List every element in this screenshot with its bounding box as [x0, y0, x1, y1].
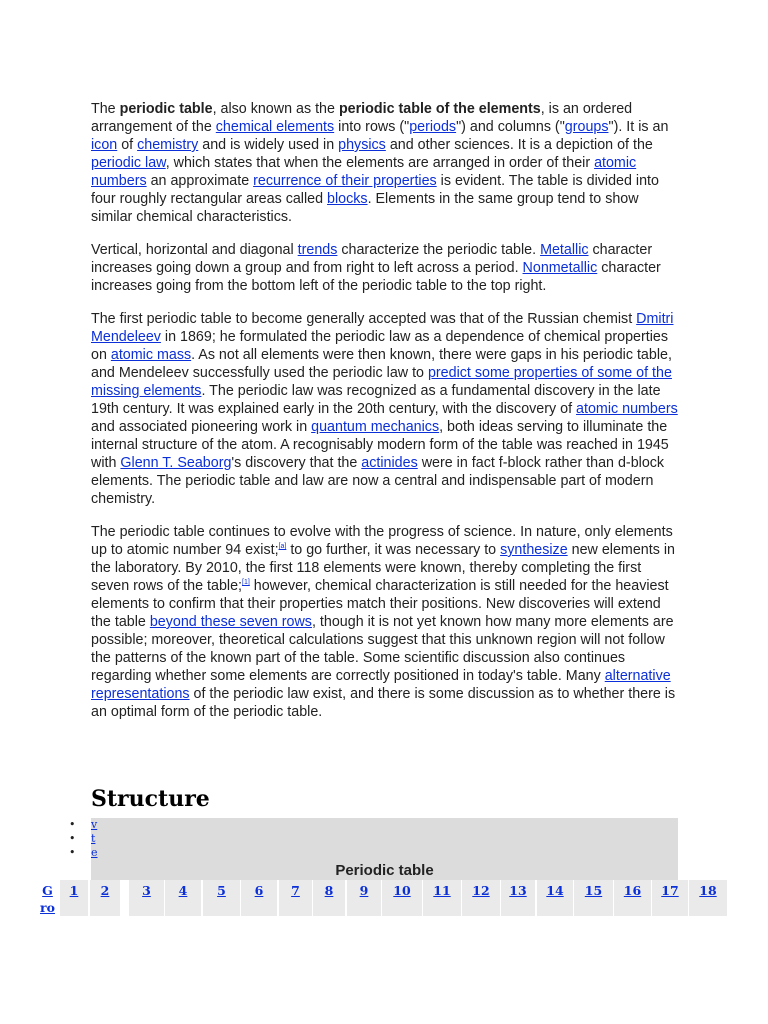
link-trends[interactable]: trends — [297, 242, 338, 258]
text: character increases going down a group and from right to left across a period. — [91, 242, 653, 276]
group-header-row — [36, 880, 728, 916]
text: character increases going from the bottom left of the periodic table to the top right. — [91, 260, 661, 294]
text: , also known as the — [212, 101, 339, 117]
link-predict-missing-elements[interactable]: predict some properties of some of the missing elements — [91, 365, 672, 399]
group-link-12[interactable]: 12 — [472, 883, 490, 898]
text: new elements in the laboratory. By 2010, the first 118 elements were known, thereby completing the first seven rows of the table; — [91, 542, 675, 594]
periodic-table-caption: Periodic table — [335, 862, 434, 879]
group-link-11[interactable]: 11 — [433, 883, 451, 898]
text: characterize the periodic table. — [337, 242, 541, 258]
group-header-label-line2: ro — [40, 900, 55, 915]
navbox-link-item — [69, 846, 98, 860]
navbox-links — [69, 818, 98, 860]
trends-paragraph — [91, 241, 681, 295]
text: and is widely used in — [198, 137, 339, 153]
link-chemical-elements[interactable]: chemical elements — [215, 119, 335, 135]
bullet-icon: • — [69, 832, 76, 845]
link-periodic-law[interactable]: periodic law — [91, 155, 166, 171]
view-link[interactable]: v — [91, 818, 98, 831]
text: The periodic table continues to evolve with the progress of science. In nature, only elements up to atomic number 94 exist; — [91, 524, 673, 558]
text: of — [117, 137, 138, 153]
text: into rows (" — [334, 119, 410, 135]
group-link-14[interactable]: 14 — [546, 883, 564, 898]
group-cell-17 — [652, 880, 688, 916]
text: , which states that when the elements are arranged in order of their — [165, 155, 595, 171]
text: of the periodic law exist, and there is some discussion as to whether there is an optimal form of the periodic table. — [91, 686, 676, 720]
text: The — [91, 101, 120, 117]
link-periods[interactable]: periods — [409, 119, 457, 135]
group-link-2[interactable]: 2 — [100, 883, 110, 898]
bold-term: periodic table — [119, 101, 213, 117]
link-alternative-representations[interactable]: alternative representations — [91, 668, 671, 702]
group-link-4[interactable]: 4 — [178, 883, 188, 898]
group-cell-15 — [574, 880, 613, 916]
link-chemistry[interactable]: chemistry — [137, 137, 199, 153]
text: , though it is not yet known how many more elements are possible; moreover, theoretical calculations suggest that this unknown region will not follow the patterns of the known part of the table. Some scientific discussion also continues regarding whether some elements are correctly positioned in today's table. Many — [91, 614, 674, 684]
group-cell-4 — [165, 880, 201, 916]
text: and associated pioneering work in — [91, 419, 312, 435]
text: 's discovery that the — [231, 455, 362, 471]
text: an approximate — [146, 173, 254, 189]
text: "). It is an — [608, 119, 669, 135]
group-link-16[interactable]: 16 — [623, 883, 642, 898]
periodic-table-navbox — [69, 818, 678, 880]
article-body — [91, 100, 681, 736]
link-nonmetallic[interactable]: Nonmetallic — [522, 260, 598, 276]
text: , both ideas serving to illuminate the internal structure of the atom. A recognisably modern form of the table was reached in 1945 with — [91, 419, 669, 471]
evolution-paragraph — [91, 523, 681, 721]
link-atomic-mass[interactable]: atomic mass — [110, 347, 192, 363]
link-physics[interactable]: physics — [338, 137, 386, 153]
navbox-link-item — [69, 832, 98, 846]
group-cell-5 — [203, 880, 240, 916]
group-cell-3 — [129, 880, 164, 916]
link-metallic[interactable]: Metallic — [540, 242, 589, 258]
navbox-link-item — [69, 818, 98, 832]
link-dmitri-mendeleev[interactable]: Dmitri Mendeleev — [91, 311, 674, 345]
group-header-label-cell — [36, 880, 59, 916]
group-cell-2 — [90, 880, 120, 916]
group-cell-12 — [462, 880, 500, 916]
text: to go further, it was necessary to — [286, 542, 501, 558]
link-blocks[interactable]: blocks — [327, 191, 368, 207]
group-cell-6 — [241, 880, 277, 916]
footnote-a[interactable]: [a] — [278, 543, 287, 550]
group-link-18[interactable]: 18 — [699, 883, 717, 898]
link-icon[interactable]: icon — [91, 137, 118, 153]
group-header-label-line1: G — [42, 883, 53, 898]
group-link-8[interactable]: 8 — [324, 883, 334, 898]
link-atomic-numbers[interactable]: atomic numbers — [91, 155, 637, 189]
link-recurrence-of-properties[interactable]: recurrence of their properties — [253, 173, 437, 189]
group-cell-8 — [313, 880, 345, 916]
group-cell-10 — [382, 880, 422, 916]
edit-link[interactable]: e — [91, 846, 98, 859]
talk-link[interactable]: t — [91, 832, 96, 845]
group-cell-7 — [279, 880, 312, 916]
group-link-6[interactable]: 6 — [254, 883, 264, 898]
group-link-10[interactable]: 10 — [393, 883, 411, 898]
text: Vertical, horizontal and diagonal — [91, 242, 298, 258]
group-link-13[interactable]: 13 — [509, 883, 527, 898]
section-heading-structure: Structure — [91, 786, 210, 812]
link-quantum-mechanics[interactable]: quantum mechanics — [311, 419, 440, 435]
text: is evident. The table is divided into four roughly rectangular areas called — [91, 173, 659, 207]
group-link-9[interactable]: 9 — [359, 883, 369, 898]
bold-term: periodic table of the elements — [338, 101, 541, 117]
group-link-1[interactable]: 1 — [69, 883, 79, 898]
link-synthesize[interactable]: synthesize — [500, 542, 568, 558]
footnote-1[interactable]: [1] — [242, 579, 250, 586]
link-glenn-seaborg[interactable]: Glenn T. Seaborg — [120, 455, 232, 471]
history-paragraph — [91, 310, 681, 508]
bullet-icon: • — [69, 818, 76, 831]
group-link-3[interactable]: 3 — [142, 883, 151, 898]
text: The first periodic table to become generally accepted was that of the Russian chemist — [91, 311, 637, 327]
link-atomic-numbers[interactable]: atomic numbers — [576, 401, 678, 417]
text: . As not all elements were then known, there were gaps in his periodic table, and Mendeleev successfully used the periodic law to — [91, 347, 672, 381]
group-cell-11 — [423, 880, 461, 916]
intro-paragraph — [91, 100, 681, 226]
group-link-15[interactable]: 15 — [584, 883, 603, 898]
group-cell-13 — [501, 880, 535, 916]
text: . The periodic law was recognized as a fundamental discovery in the late 19th century. It was explained early in the 20th century, with the discovery of — [91, 383, 661, 417]
link-actinides[interactable]: actinides — [361, 455, 418, 471]
text: however, chemical characterization is still needed for the heaviest elements to confirm that their properties match their positions. New discoveries will extend the table — [91, 578, 669, 630]
group-cell-1 — [60, 880, 88, 916]
group-cell-16 — [614, 880, 651, 916]
text: and other sciences. It is a depiction of the — [385, 137, 653, 153]
text: , is an ordered arrangement of the — [91, 101, 633, 135]
text: ") and columns (" — [456, 119, 565, 135]
group-header-link[interactable] — [40, 883, 55, 915]
bullet-icon: • — [69, 846, 76, 859]
group-link-17[interactable]: 17 — [661, 883, 679, 898]
group-link-5[interactable]: 5 — [217, 883, 226, 898]
group-cell-14 — [537, 880, 573, 916]
link-groups[interactable]: groups — [564, 119, 609, 135]
group-cell-18 — [689, 880, 727, 916]
group-cell-9 — [347, 880, 381, 916]
text: . Elements in the same group tend to show similar chemical characteristics. — [91, 191, 639, 225]
text: in 1869; he formulated the periodic law as a dependence of chemical properties on — [91, 329, 669, 363]
link-beyond-seven-rows[interactable]: beyond these seven rows — [149, 614, 312, 630]
group-link-7[interactable]: 7 — [291, 883, 300, 898]
text: were in fact f-block rather than d-block elements. The periodic table and law are now a central and indispensable part of modern chemistry. — [91, 455, 665, 507]
